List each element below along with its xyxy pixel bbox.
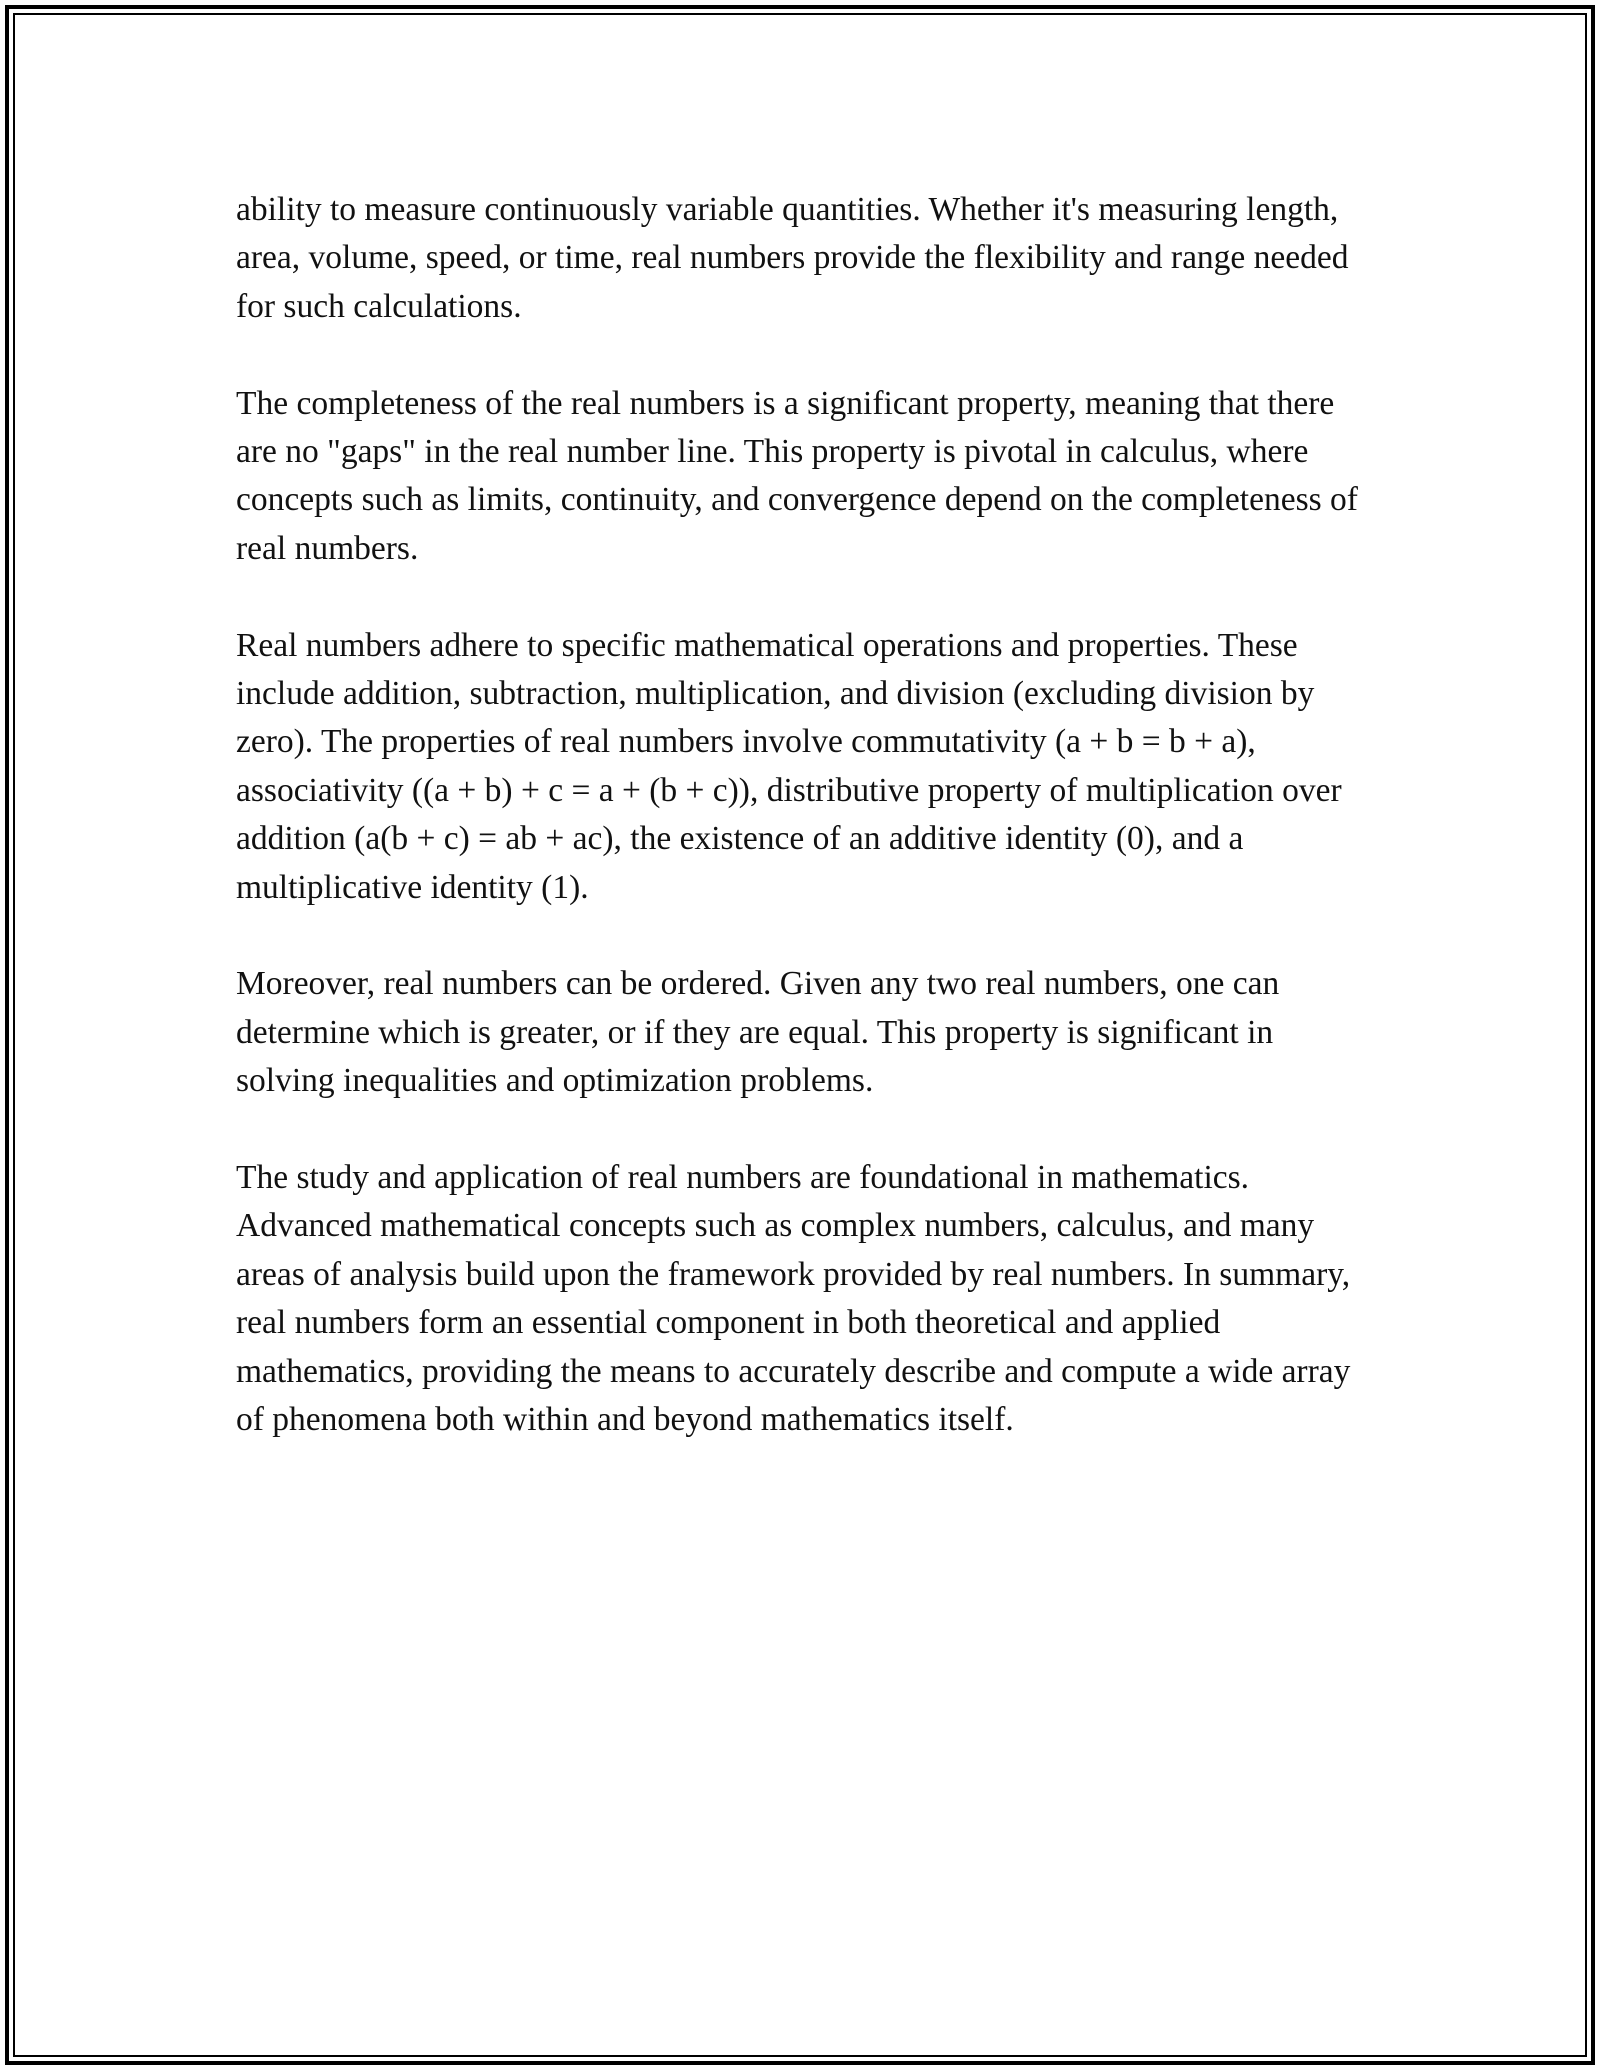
paragraph-ordering: Moreover, real numbers can be ordered. Given any two real numbers, one can determine which is greater, or if they are equal. This property is significant in solving inequalities and optimization problems. [236, 965, 1280, 1100]
document-body [236, 186, 1376, 1493]
paragraph-measurement: ability to measure continuously variable quantities. Whether it's measuring length, area, volume, speed, or time, real numbers provide the flexibility and range needed for such calculations. [236, 191, 1349, 325]
paragraph-completeness: The completeness of the real numbers is a significant property, meaning that there are no "gaps" in the real number line. This property is pivotal in calculus, where concepts such as limits, continuity, and convergence depend on the completeness of real numbers. [236, 384, 1358, 567]
paragraph-operations: Real numbers adhere to specific mathematical operations and properties. These include addition, subtraction, multiplication, and division (excluding division by zero). The properties of real numbers involve commutativity (a + b = b + a), associativity ((a + b) + c = a + (b + c)), distributive property of multiplication over addition (a(b + c) = ab + ac), the existence of an additive identity (0), and a multiplicative identity (1). [236, 626, 1342, 906]
paragraph-summary: The study and application of real numbers are foundational in mathematics. Advanced mathematical concepts such as complex numbers, calculus, and many areas of analysis build upon the framework provided by real numbers. In summary, real numbers form an essential component in both theoretical and applied mathematics, providing the means to accurately describe and compute a wide array of phenomena both within and beyond mathematics itself. [236, 1159, 1351, 1439]
